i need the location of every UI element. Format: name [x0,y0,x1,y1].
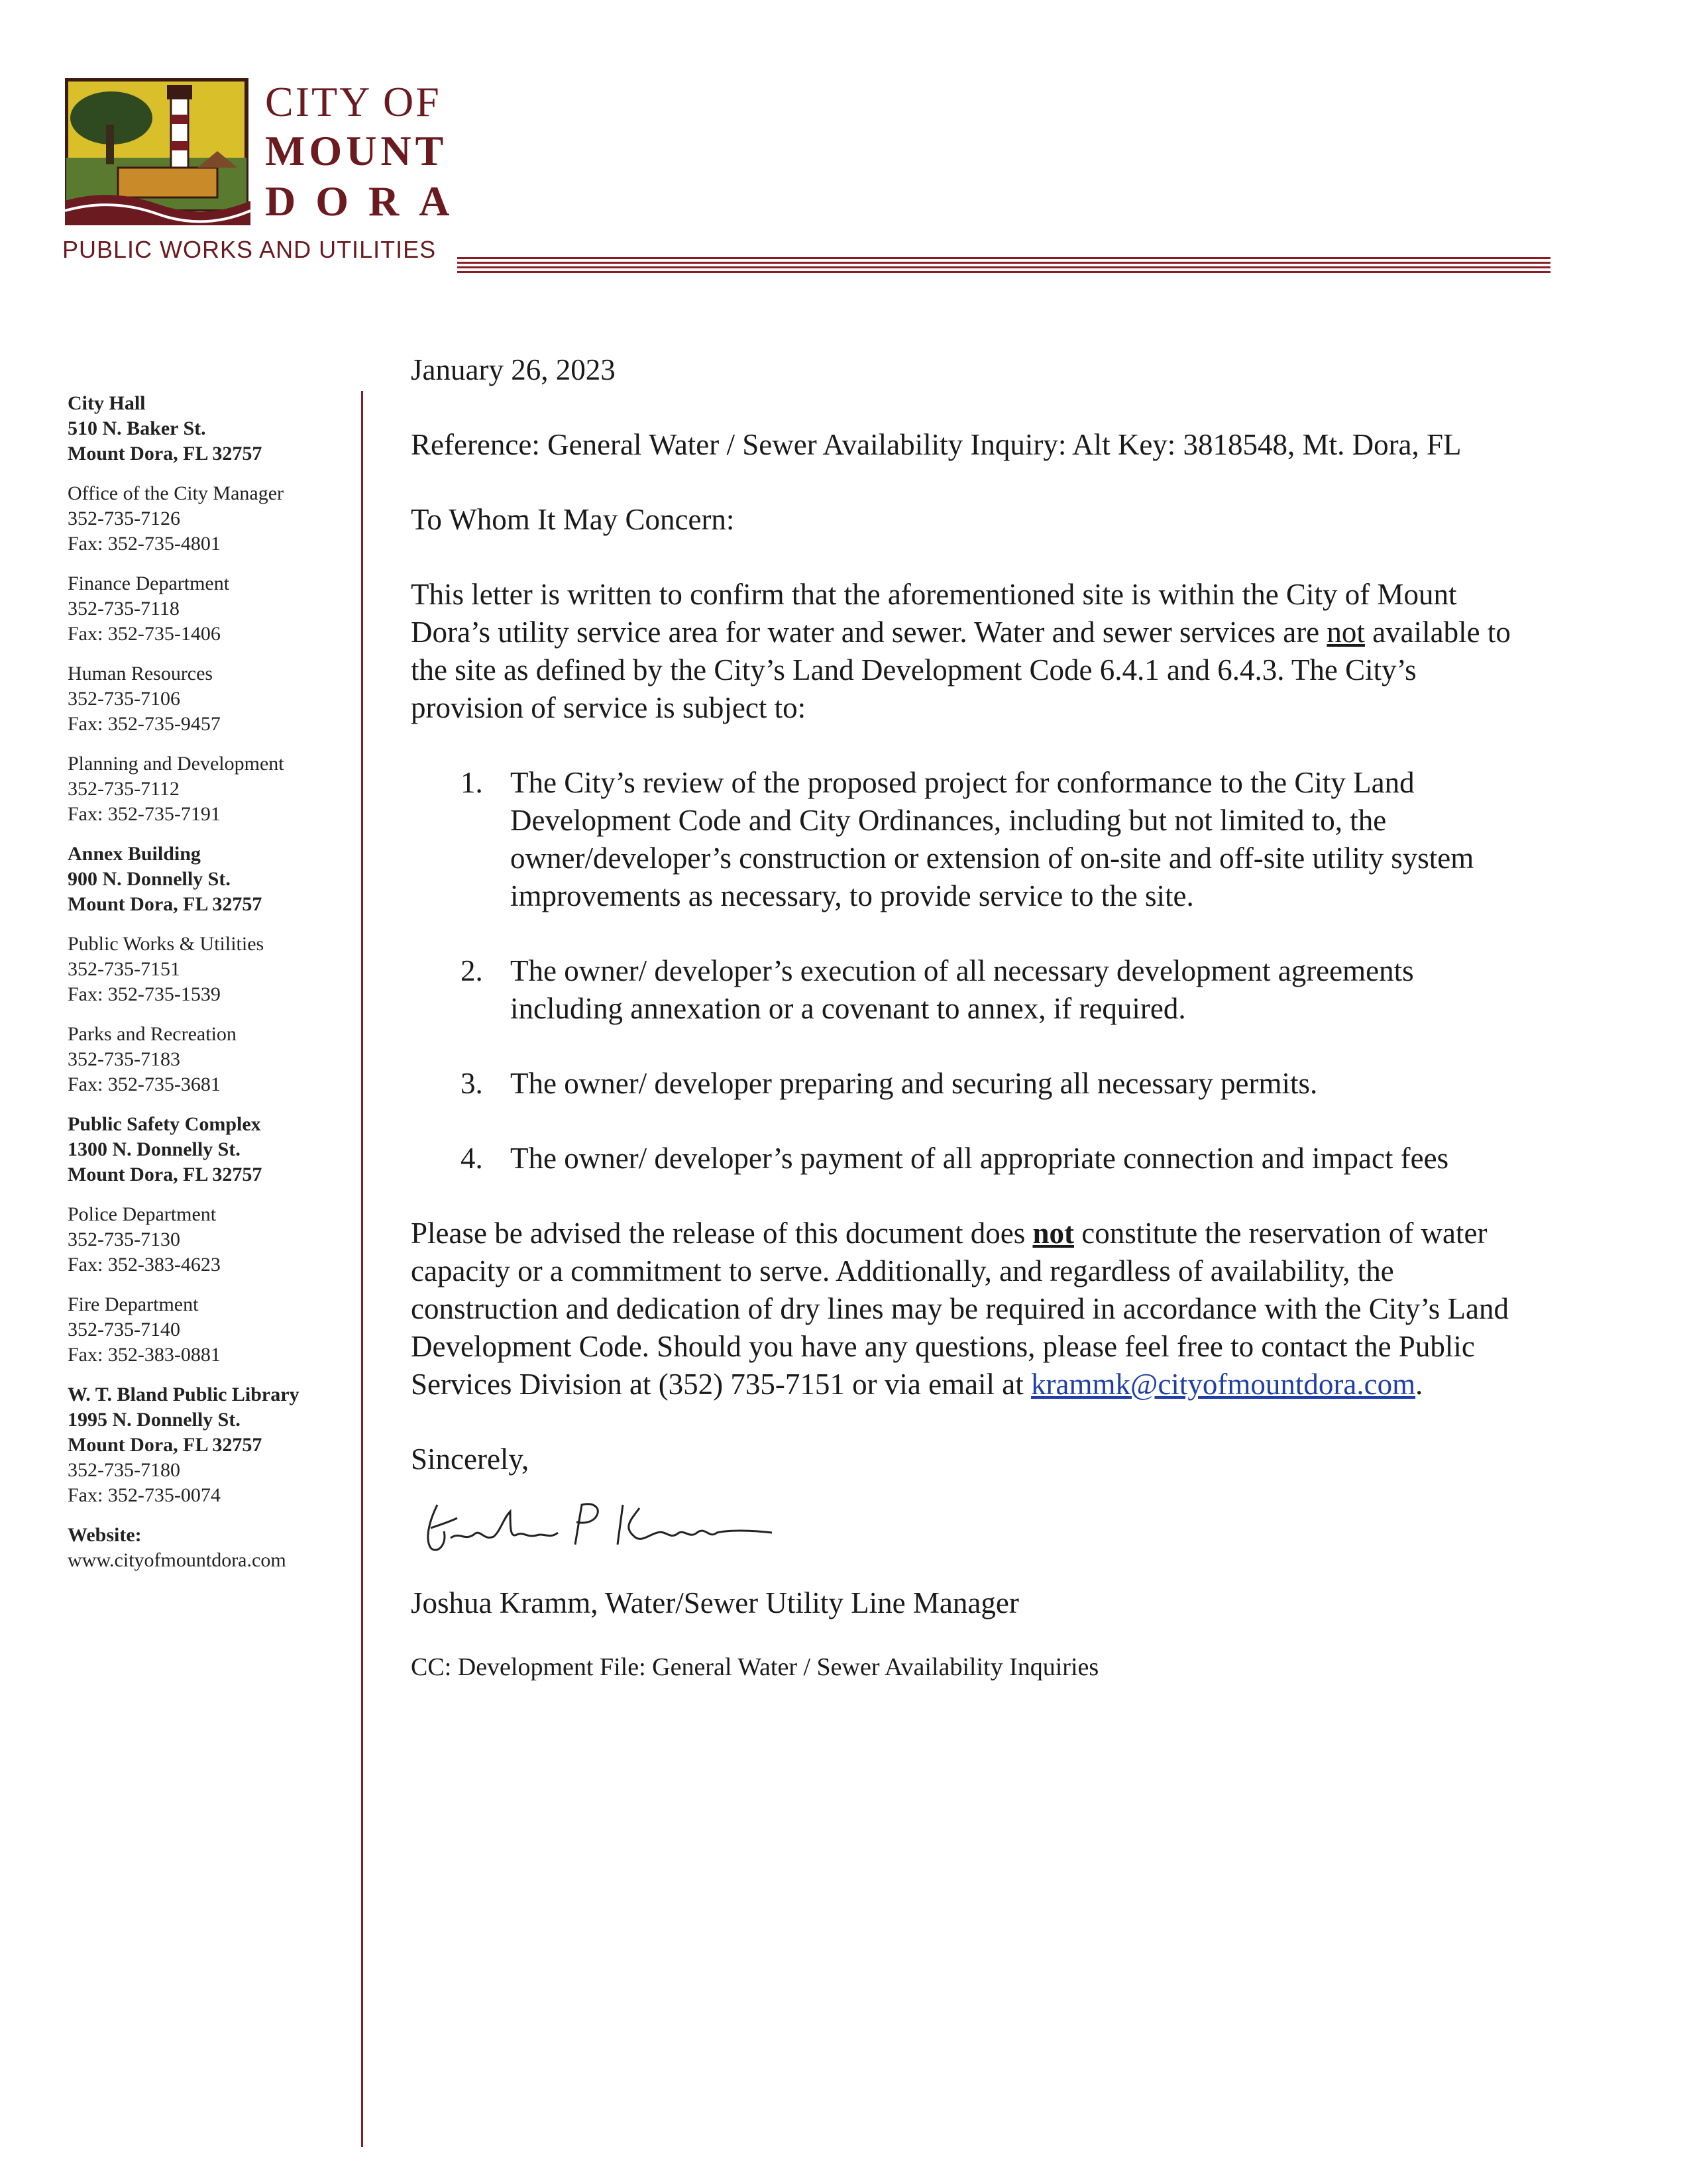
planning-name: Planning and Development [68,753,284,775]
condition-text: The owner/ developer preparing and securing all necessary permits. [510,1067,1318,1100]
condition-item [411,952,1524,1028]
library-phone: 352-735-7180 [68,1459,180,1481]
police-name: Police Department [68,1203,217,1225]
handwritten-signature [411,1492,782,1564]
parks-phone: 352-735-7183 [68,1048,180,1070]
condition-number: 4. [461,1142,483,1175]
city-logo-emblem [65,78,254,225]
letter-body [411,351,1524,1723]
annex-street: 900 N. Donnelly St. [68,868,231,890]
parks-fax: Fax: 352-735-3681 [68,1073,221,1095]
condition-number: 2. [461,954,483,987]
city-manager-phone: 352-735-7126 [68,508,180,529]
hr-name: Human Resources [68,663,213,684]
letter-salutation: To Whom It May Concern: [411,503,735,536]
planning-fax: Fax: 352-735-7191 [68,803,221,825]
condition-number: 1. [461,766,483,799]
condition-item [411,1065,1524,1103]
letter-date: January 26, 2023 [411,353,616,386]
fire-block [68,1292,346,1368]
contact-email-link[interactable]: krammk@cityofmountdora.com [1031,1368,1416,1401]
advisory-paragraph [411,1215,1524,1403]
availability-text-end: available to the site as defined by the City’s Land Development Code 6.4.1 and 6.4.3. The City’s provision of service is subject to: [411,616,1511,724]
advisory-text-start: Please be advised the release of this document does [411,1217,1033,1250]
safety-complex-name: Public Safety Complex [68,1113,261,1135]
website-label: Website: [68,1524,142,1546]
finance-phone: 352-735-7118 [68,598,180,620]
annex-name: Annex Building [68,843,201,865]
advisory-text-middle: constitute the reservation of water capacity or a commitment to serve. Additionally, and regardless of availability, the construction and dedication of dry lines may be required in accordance with the City’s Land Development Code. Should you have any questions, please feel free to contact the Public Services Division at (352) 735-7151 or via email at [411,1217,1509,1401]
closing: Sincerely, [411,1443,529,1476]
signer-name: Joshua Kramm, Water/Sewer Utility Line Manager [411,1586,1019,1619]
conditions-list [411,764,1524,1177]
letter-reference: Reference: General Water / Sewer Availability Inquiry: Alt Key: 3818548, Mt. Dora, FL [411,428,1462,461]
city-manager-name: Office of the City Manager [68,482,284,504]
fire-name: Fire Department [68,1293,199,1315]
city-manager-block [68,481,346,557]
hr-phone: 352-735-7106 [68,688,180,710]
availability-paragraph [411,576,1524,727]
library-fax: Fax: 352-735-0074 [68,1484,221,1506]
sidebar-divider [361,391,363,2147]
not-underlined: not [1327,616,1365,649]
safety-complex-block [68,1112,346,1187]
condition-text: The owner/ developer’s payment of all appropriate connection and impact fees [510,1142,1449,1175]
annex-block [68,842,346,917]
condition-item [411,764,1524,915]
library-block [68,1382,346,1508]
city-hall-street: 510 N. Baker St. [68,417,206,439]
parks-block [68,1022,346,1097]
fire-fax: Fax: 352-383-0881 [68,1344,221,1366]
police-phone: 352-735-7130 [68,1228,180,1250]
availability-text-start: This letter is written to confirm that the aforementioned site is within the City of Mount Dora’s utility service area for water and sewer. Water and sewer services are [411,578,1457,649]
sidebar-directory [68,391,346,1588]
safety-complex-street: 1300 N. Donnelly St. [68,1138,241,1160]
library-name: W. T. Bland Public Library [68,1384,299,1405]
website-url[interactable]: www.cityofmountdora.com [68,1549,286,1571]
department-name: PUBLIC WORKS AND UTILITIES [62,236,437,263]
finance-fax: Fax: 352-735-1406 [68,623,221,645]
finance-block [68,571,346,647]
public-works-name: Public Works & Utilities [68,933,264,955]
finance-name: Finance Department [68,573,230,594]
condition-text: The City’s review of the proposed project for conformance to the City Land Development Code and City Ordinances, including but not limited to, the owner/developer’s construction or extension of on-site and off-site utility system improvements as necessary, to provide service to the site. [510,766,1474,912]
library-street: 1995 N. Donnelly St. [68,1409,241,1431]
city-logo [65,78,254,225]
dora-wordmark: DORA [265,178,470,225]
condition-item [411,1140,1524,1177]
advisory-text-end: . [1415,1368,1423,1401]
website-block [68,1523,346,1573]
city-hall-name: City Hall [68,392,146,414]
public-works-block [68,932,346,1007]
planning-phone: 352-735-7112 [68,778,180,800]
hr-fax: Fax: 352-735-9457 [68,713,221,735]
city-manager-fax: Fax: 352-735-4801 [68,533,221,555]
annex-city: Mount Dora, FL 32757 [68,893,262,915]
header-rule [457,257,1550,276]
city-hall-block [68,391,346,466]
mount-wordmark: MOUNT [265,127,448,174]
police-block [68,1202,346,1278]
parks-name: Parks and Recreation [68,1023,237,1045]
public-works-fax: Fax: 352-735-1539 [68,983,221,1005]
condition-text: The owner/ developer’s execution of all necessary development agreements including annexation or a covenant to annex, if required. [510,954,1414,1025]
not-emphasis: not [1032,1217,1074,1250]
safety-complex-city: Mount Dora, FL 32757 [68,1164,262,1185]
planning-block [68,751,346,827]
police-fax: Fax: 352-383-4623 [68,1254,221,1276]
hr-block [68,661,346,737]
city-of-wordmark: CITY OF [265,78,441,125]
public-works-phone: 352-735-7151 [68,958,180,980]
fire-phone: 352-735-7140 [68,1319,180,1340]
city-hall-city: Mount Dora, FL 32757 [68,443,262,464]
condition-number: 3. [461,1067,483,1100]
library-city: Mount Dora, FL 32757 [68,1434,262,1456]
cc-line: CC: Development File: General Water / Sewer Availability Inquiries [411,1653,1099,1681]
